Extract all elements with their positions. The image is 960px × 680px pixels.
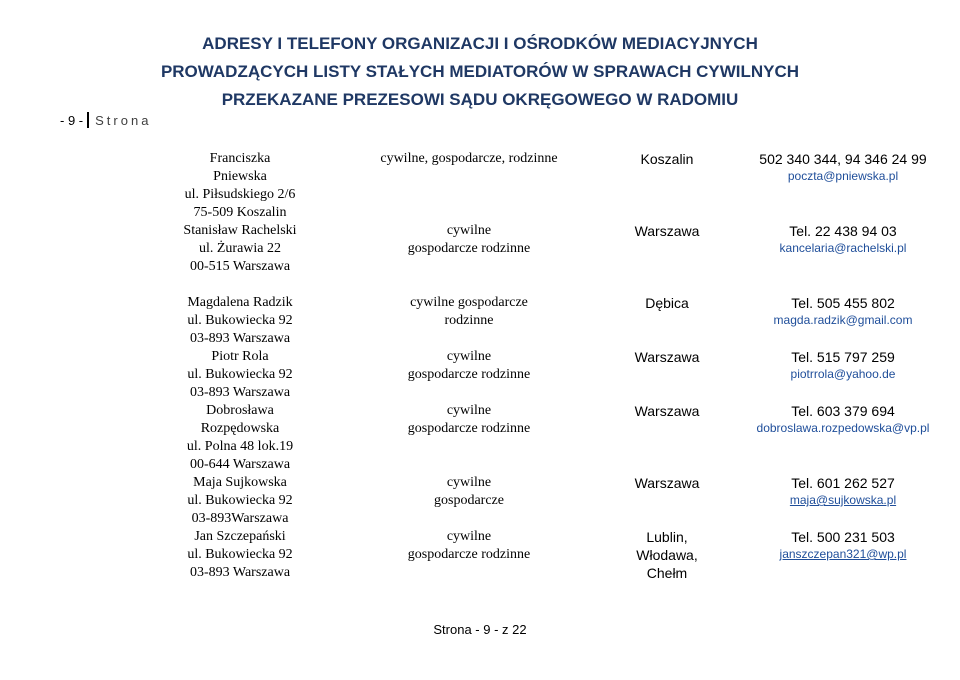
email-link[interactable]: magda.radzik@gmail.com xyxy=(773,313,913,327)
phone-text: Tel. 505 455 802 xyxy=(791,295,895,311)
address-line: 03-893 Warszawa xyxy=(189,385,291,400)
specialization-cell xyxy=(340,528,598,582)
address-line: ul. Bukowiecka 92 xyxy=(187,493,293,508)
city-line: Koszalin xyxy=(640,151,694,167)
address-line: ul. Bukowiecka 92 xyxy=(187,313,293,328)
specialization-line: gospodarcze rodzinne xyxy=(407,367,531,382)
name-line: Piotr Rola xyxy=(211,349,269,364)
specialization-line: cywilne xyxy=(446,349,492,364)
specialization-cell xyxy=(340,222,598,276)
specialization-cell xyxy=(340,348,598,402)
email-link[interactable]: poczta@pniewska.pl xyxy=(787,169,899,183)
table-row xyxy=(140,474,950,528)
table-row xyxy=(140,528,950,582)
header-line-2: PROWADZĄCYCH LISTY STAŁYCH MEDIATORÓW W SPRAWACH CYWILNYCH xyxy=(160,62,800,81)
table-row xyxy=(140,348,950,402)
city-line: Warszawa xyxy=(634,223,700,239)
header-line-1: ADRESY I TELEFONY ORGANIZACJI I OŚRODKÓW MEDIACYJNYCH xyxy=(202,34,758,53)
address-line: 03-893 Warszawa xyxy=(189,331,291,346)
specialization-cell xyxy=(340,150,598,222)
contact-cell xyxy=(736,528,950,582)
specialization-cell xyxy=(340,294,598,348)
page-number-marker xyxy=(60,112,151,128)
document-header xyxy=(0,30,960,114)
specialization-line: gospodarcze rodzinne xyxy=(407,241,531,256)
specialization-line: cywilne xyxy=(446,475,492,490)
contact-cell xyxy=(736,150,950,222)
name-line: Dobrosława xyxy=(206,403,274,418)
specialization-line: gospodarcze xyxy=(434,493,504,508)
city-line: Lublin, xyxy=(646,529,688,545)
mediators-table xyxy=(140,150,950,582)
mediator-name-cell xyxy=(140,474,340,528)
city-line: Warszawa xyxy=(634,349,700,365)
name-line: Rozpędowska xyxy=(200,421,280,436)
contact-cell xyxy=(736,474,950,528)
name-line: Franciszka xyxy=(209,151,271,166)
name-line: Stanisław Rachelski xyxy=(183,223,297,238)
table-row xyxy=(140,402,950,474)
address-line: 00-515 Warszawa xyxy=(189,259,291,274)
email-link[interactable]: kancelaria@rachelski.pl xyxy=(779,241,907,255)
address-line: ul. Żurawia 22 xyxy=(198,241,282,256)
page-number: - 9 - xyxy=(60,113,84,128)
name-line: Jan Szczepański xyxy=(194,529,286,544)
specialization-line: cywilne gospodarcze xyxy=(410,295,528,310)
specialization-line: gospodarcze rodzinne xyxy=(407,547,531,562)
phone-text: Tel. 515 797 259 xyxy=(791,349,895,365)
address-line: ul. Bukowiecka 92 xyxy=(187,367,293,382)
specialization-cell xyxy=(340,402,598,474)
specialization-line: gospodarcze rodzinne xyxy=(407,421,531,436)
table-row xyxy=(140,222,950,276)
specialization-cell xyxy=(340,474,598,528)
mediator-name-cell xyxy=(140,150,340,222)
city-cell xyxy=(598,402,736,474)
mediator-name-cell xyxy=(140,294,340,348)
city-cell xyxy=(598,222,736,276)
name-line: Maja Sujkowska xyxy=(193,475,287,490)
phone-text: Tel. 601 262 527 xyxy=(791,475,895,491)
city-cell xyxy=(598,150,736,222)
address-line: 03-893 Warszawa xyxy=(189,565,291,580)
name-line: Pniewska xyxy=(213,169,267,184)
city-cell xyxy=(598,474,736,528)
specialization-line: cywilne xyxy=(446,403,492,418)
address-line: 00-644 Warszawa xyxy=(189,457,291,472)
city-line: Włodawa, xyxy=(636,547,698,563)
mediator-name-cell xyxy=(140,528,340,582)
email-link[interactable]: janszczepan321@wp.pl xyxy=(779,547,907,561)
email-link[interactable]: dobroslawa.rozpedowska@vp.pl xyxy=(756,421,930,435)
contact-cell xyxy=(736,294,950,348)
row-spacer xyxy=(140,276,950,294)
name-line: Magdalena Radzik xyxy=(187,295,293,310)
table-row xyxy=(140,294,950,348)
specialization-line: rodzinne xyxy=(444,313,494,328)
city-cell xyxy=(598,528,736,582)
address-line: ul. Polna 48 lok.19 xyxy=(186,439,294,454)
city-line: Warszawa xyxy=(634,403,700,419)
city-line: Chełm xyxy=(646,565,688,581)
specialization-line: cywilne xyxy=(446,223,492,238)
vertical-separator xyxy=(87,112,89,128)
address-line: 03-893Warszawa xyxy=(191,511,289,526)
specialization-line: cywilne, gospodarcze, rodzinne xyxy=(380,151,558,166)
email-link[interactable]: piotrrola@yahoo.de xyxy=(790,367,896,381)
address-line: ul. Piłsudskiego 2/6 xyxy=(184,187,296,202)
phone-text: Tel. 500 231 503 xyxy=(791,529,895,545)
header-line-3: PRZEKAZANE PREZESOWI SĄDU OKRĘGOWEGO W RADOMIU xyxy=(221,90,739,109)
phone-text: 502 340 344, 94 346 24 99 xyxy=(759,151,927,167)
contact-cell xyxy=(736,222,950,276)
city-cell xyxy=(598,294,736,348)
table-row xyxy=(140,150,950,222)
contact-cell xyxy=(736,348,950,402)
mediator-name-cell xyxy=(140,222,340,276)
email-link[interactable]: maja@sujkowska.pl xyxy=(789,493,897,507)
contact-cell xyxy=(736,402,950,474)
address-line: 75-509 Koszalin xyxy=(193,205,287,220)
mediator-name-cell xyxy=(140,348,340,402)
city-line: Dębica xyxy=(645,295,689,311)
city-line: Warszawa xyxy=(634,475,700,491)
specialization-line: cywilne xyxy=(446,529,492,544)
address-line: ul. Bukowiecka 92 xyxy=(187,547,293,562)
page-footer: Strona - 9 - z 22 xyxy=(433,622,527,637)
city-cell xyxy=(598,348,736,402)
phone-text: Tel. 22 438 94 03 xyxy=(789,223,897,239)
page-word: Strona xyxy=(95,113,152,128)
phone-text: Tel. 603 379 694 xyxy=(791,403,895,419)
mediator-name-cell xyxy=(140,402,340,474)
